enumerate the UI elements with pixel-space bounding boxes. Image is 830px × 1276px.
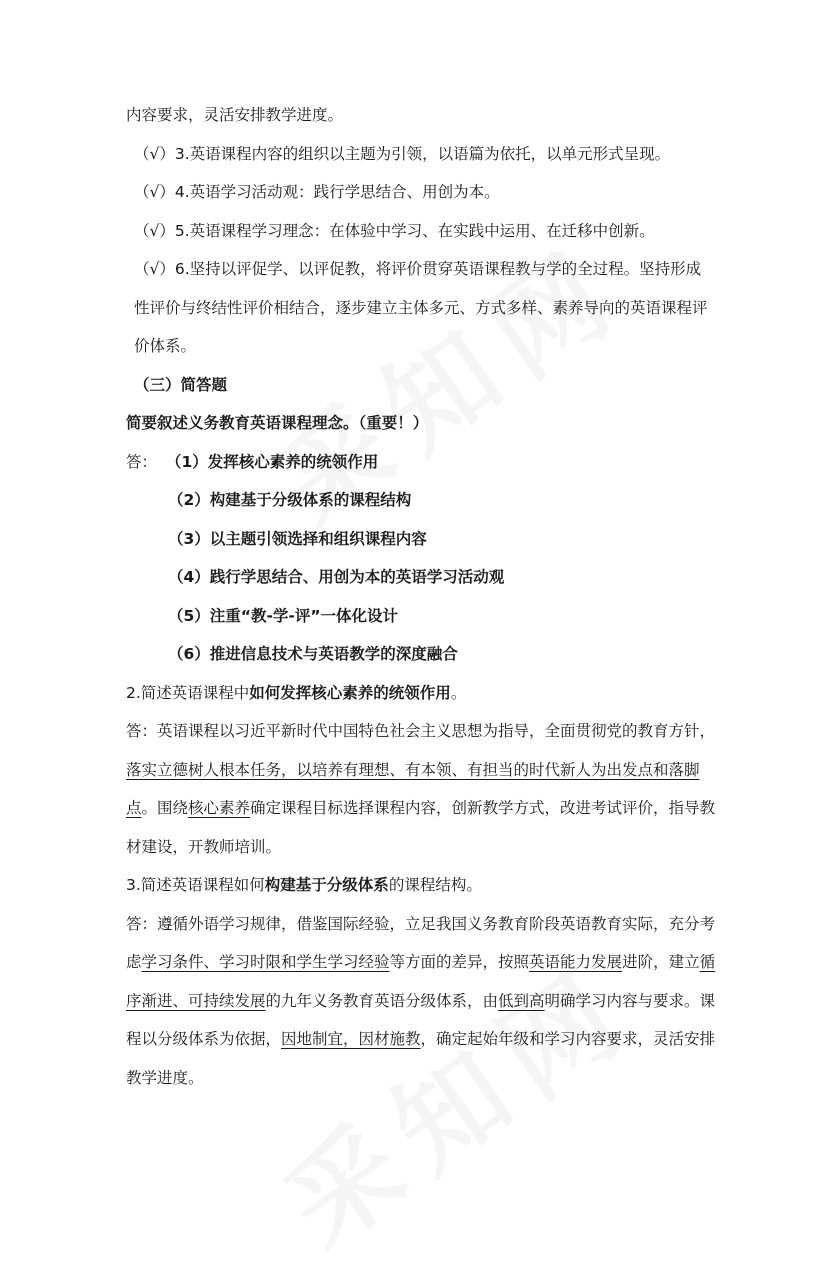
question-2-prefix: 2.简述英语课程中 (126, 683, 250, 702)
answer-text: 的九年义务教育英语分级体系，由 (265, 991, 499, 1010)
answer-text: 确定课程目标选择课程内容，创新教学方式，改进考试评价，指导教材建设，开教师培训。 (126, 799, 716, 856)
answer-point: （5）注重“教-学-评”一体化设计 (168, 606, 399, 625)
underlined-text: 核心素养 (188, 799, 251, 817)
answer-point: （4）践行学思结合、用创为本的英语学习活动观 (168, 568, 505, 586)
answer-text: 答：英语课程以习近平新时代中国特色社会主义思想为指导，全面贯彻党的教育方针， (126, 722, 716, 740)
underlined-text: 循序渐进、可持续发展 (126, 953, 716, 1010)
true-false-item-5: （√）5.英语课程学习理念：在体验中学习、在实践中运用、在迁移中创新。 (134, 221, 655, 240)
answer-3 (126, 905, 716, 1098)
answer-prefix: 答： (126, 452, 158, 471)
question-3 (126, 866, 716, 905)
question-3-emphasis: 构建基于分级体系 (264, 876, 389, 894)
answer-text: 答：遵循外语学习规律，借鉴国际经验，立足我国义务教育阶段英语教育实际，充分考虑 (126, 914, 716, 971)
answer-point: （1）发挥核心素养的统领作用 (166, 452, 379, 471)
underlined-text: 低到高 (498, 991, 545, 1010)
question-3-suffix: 的课程结构。 (388, 876, 482, 894)
underlined-text: 落实立德树人根本任务，以培养有理想、有本领、有担当的时代新人为出发点和落脚点 (126, 760, 700, 817)
question-2 (126, 674, 716, 713)
true-false-item-3: （√）3.英语课程内容的组织以主题为引领，以语篇为依托，以单元形式呈现。 (134, 144, 671, 163)
answer-2 (126, 712, 716, 866)
section-heading: （三）简答题 (134, 375, 228, 394)
document-page (126, 96, 716, 1097)
underlined-text: 学习条件、学习时限和学生学习经验 (141, 953, 390, 971)
answer-text: 进阶，建立 (622, 953, 700, 971)
answer-text: 明确学习内容与要求。课程以分级体系为依据， (126, 991, 716, 1048)
question-3-prefix: 3.简述英语课程如何 (126, 876, 265, 894)
question-1: 简要叙述义务教育英语课程理念。（重要！） (126, 414, 429, 432)
continuation-line: 内容要求，灵活安排教学进度。 (126, 106, 344, 124)
true-false-item-6: （√）6.坚持以评促学、以评促教，将评价贯穿英语课程教与学的全过程。坚持形成性评价与终结性评价相结合，逐步建立主体多元、方式多样、素养导向的英语课程评价体系。 (134, 260, 708, 355)
question-2-emphasis: 如何发挥核心素养的统领作用 (249, 683, 451, 702)
true-false-item-4: （√）4.英语学习活动观：践行学思结合、用创为本。 (134, 183, 500, 201)
question-2-suffix: 。 (450, 683, 467, 702)
answer-text: ，确定起始年级和学习内容要求，灵活安排教学进度。 (126, 1030, 716, 1087)
answer-text: 。围绕 (141, 799, 189, 817)
answer-text: 等方面的差异，按照 (389, 953, 530, 971)
answer-point: （3）以主题引领选择和组织课程内容 (168, 529, 427, 548)
underlined-text: 因地制宜，因材施教 (281, 1030, 421, 1048)
answer-point: （6）推进信息技术与英语教学的深度融合 (168, 645, 458, 663)
answer-1-first-point (126, 443, 716, 482)
answer-point: （2）构建基于分级体系的课程结构 (168, 491, 412, 509)
underlined-text: 英语能力发展 (529, 953, 623, 971)
